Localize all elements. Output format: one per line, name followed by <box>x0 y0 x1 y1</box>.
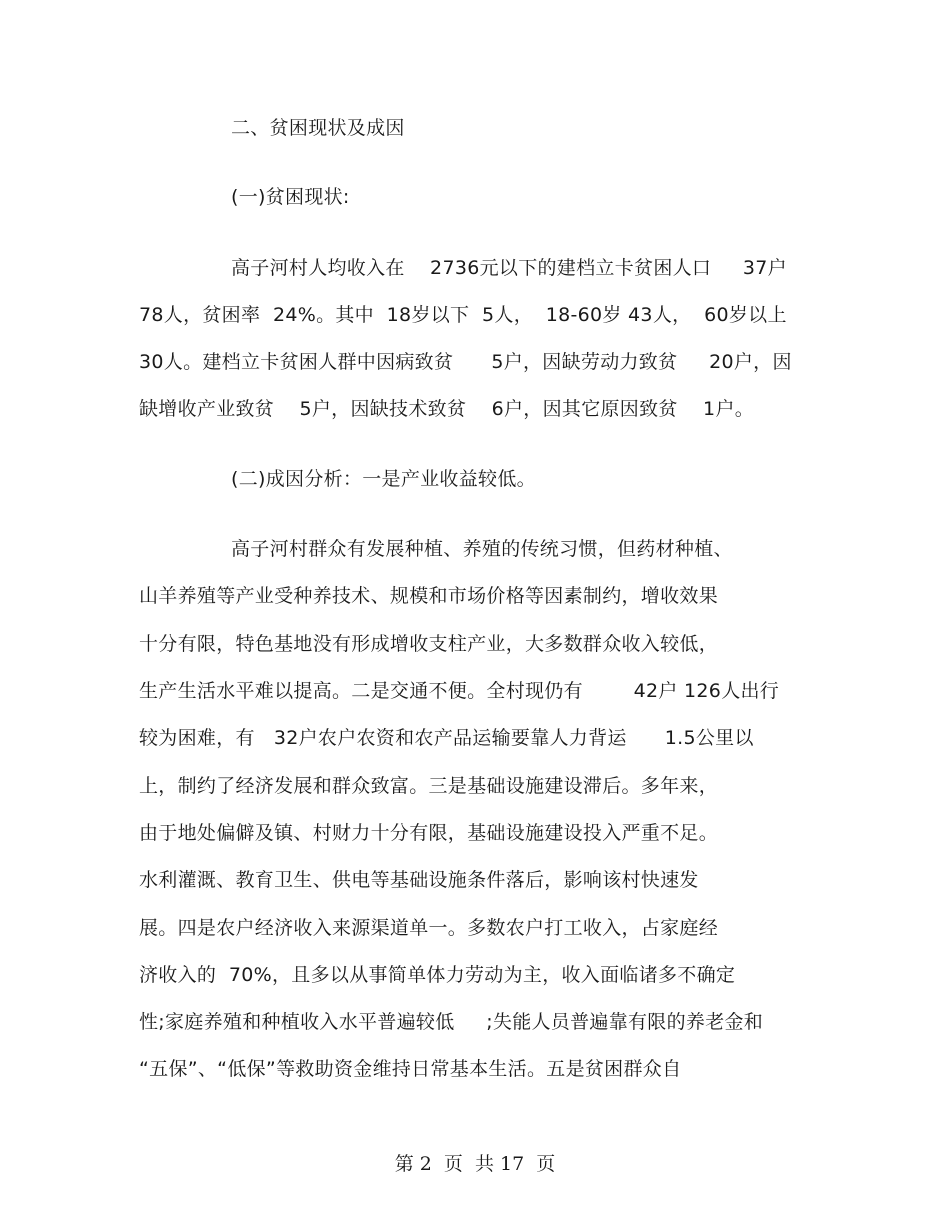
subheading-cause-analysis: (二)成因分析：一是产业收益较低。 <box>231 468 536 490</box>
subheading-poverty-status: (一)贫困现状: <box>231 186 350 208</box>
paragraph-line: 由于地处偏僻及镇、村财力十分有限，基础设施建设投入严重不足。 <box>139 822 719 844</box>
section-heading: 二、贫困现状及成因 <box>231 117 405 139</box>
paragraph-line: 30人。建档立卡贫困人群中因病致贫 5户，因缺劳动力致贫 20户，因 <box>139 351 792 373</box>
paragraph-line: 性;家庭养殖和种植收入水平普遍较低 ;失能人员普遍靠有限的养老金和 <box>139 1011 764 1033</box>
paragraph-line: 展。四是农户经济收入来源渠道单一。多数农户打工收入，占家庭经 <box>139 917 719 939</box>
paragraph-line: 水利灌溉、教育卫生、供电等基础设施条件落后，影响该村快速发 <box>139 869 699 891</box>
paragraph-line: 高子河村人均收入在 2736元以下的建档立卡贫困人口 37户 <box>231 257 787 279</box>
paragraph-line: 山羊养殖等产业受种养技术、规模和市场价格等因素制约，增收效果 <box>139 585 719 607</box>
paragraph-line: “五保”、“低保”等救助资金维持日常基本生活。五是贫困群众自 <box>139 1058 682 1080</box>
paragraph-line: 较为困难，有 32户农户农资和农产品运输要靠人力背运 1.5公里以 <box>139 727 754 749</box>
paragraph-line: 缺增收产业致贫 5户，因缺技术致贫 6户，因其它原因致贫 1户。 <box>139 398 755 420</box>
paragraph-line: 济收入的 70%，且多以从事简单体力劳动为主，收入面临诸多不确定 <box>139 964 736 986</box>
page-number-footer: 第 2 页 共 17 页 <box>394 1153 556 1175</box>
paragraph-line: 生产生活水平难以提高。二是交通不便。全村现仍有 42户 126人出行 <box>139 680 780 702</box>
paragraph-line: 78人，贫困率 24%。其中 18岁以下 5人， 18-60岁 43人， 60岁以上 <box>139 304 787 326</box>
paragraph-line: 上，制约了经济发展和群众致富。三是基础设施建设滞后。多年来， <box>139 775 719 797</box>
paragraph-line: 十分有限，特色基地没有形成增收支柱产业，大多数群众收入较低， <box>139 633 719 655</box>
paragraph-line: 高子河村群众有发展种植、养殖的传统习惯，但药材种植、 <box>231 538 733 560</box>
